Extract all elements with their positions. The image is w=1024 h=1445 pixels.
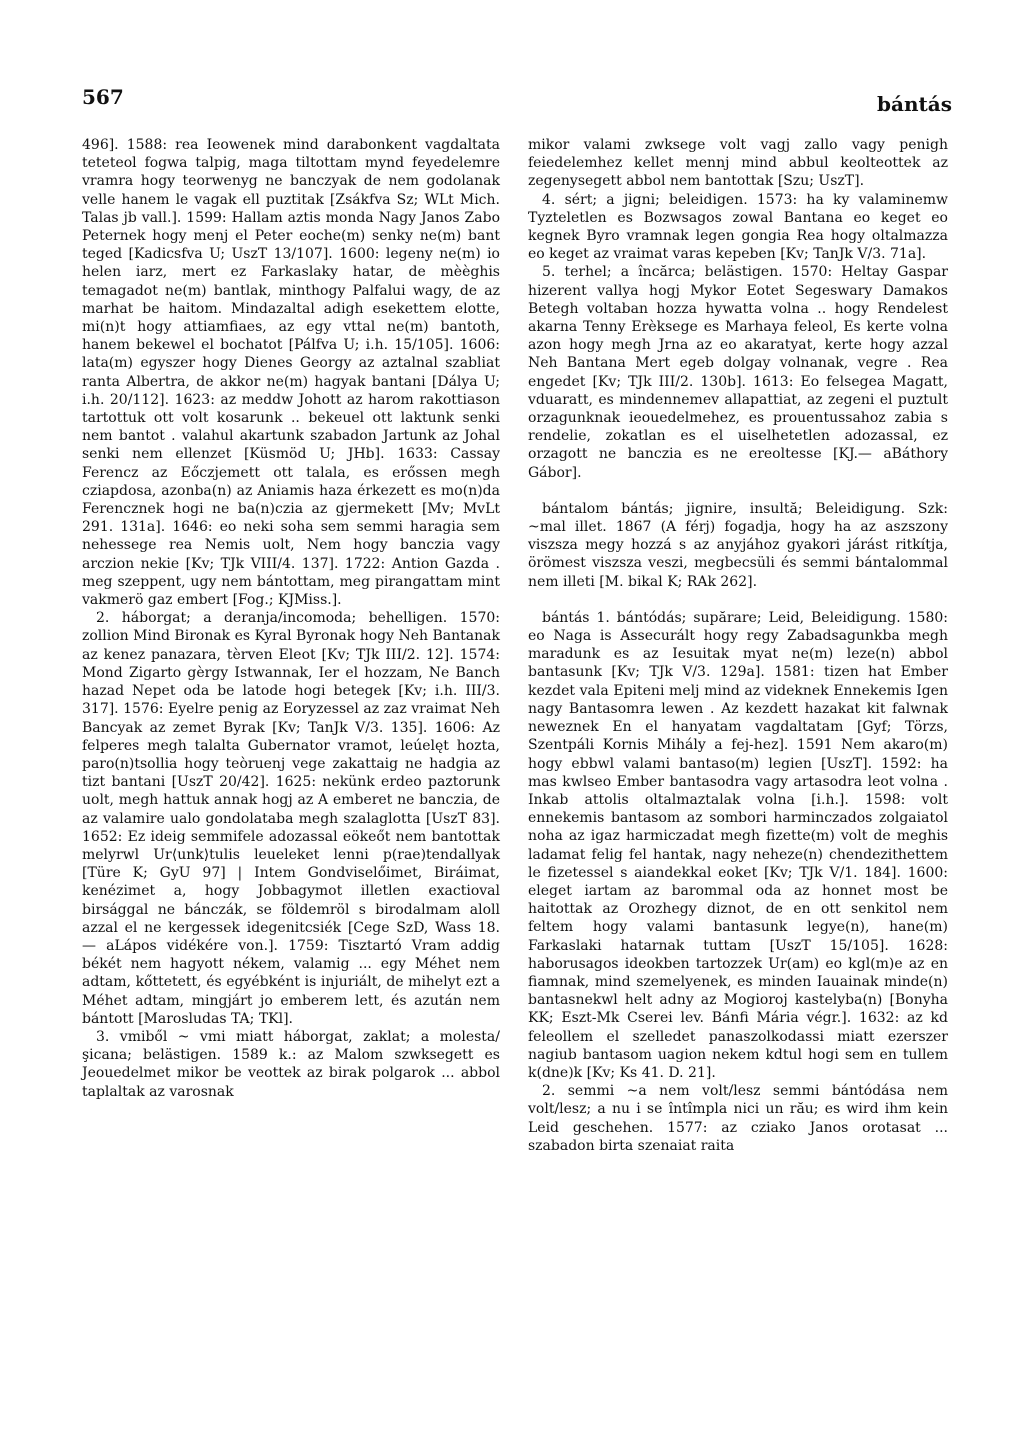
left-paragraph-1: 496]. 1588: rea Ieowenek mind darabonkent vagdaltata teteteol fogwa talpig, maga tiltottam mynd feyedelemre vramra hogy teorwenyg ne banczyak de nem godolanak velle hanem le vagak ell puztitak [Zsákfva Sz; WLt Mich. Talas jb vall.]. 1599: Hallam aztis monda Nagy Janos Zabo Peternek hogy menj el Peter eoche(m) senky ne(m) bant teged [Kadicsfva U; UszT 13/107]. 1600: legeny ne(m) io helen iarz, mert ez Farkaslaky hatar, de mèèghis temagadot ne(m) bantlak, minthogy Palfalui wagy, de az marhat be haitom. Mindazaltal adigh esekettem elotte, mi(n)t hogy attiamfiaes, az egy vttal ne(m) bantoth, hanem bekewel el bochatot [Pálfva U; i.h. 15/105]. 1606: lata(m) egyszer hogy Dienes Georgy az aztalnal szabliat ranta Albertra, de akkor ne(m) hagyak bantani [Dálya U; i.h. 20/112]. 1623: az meddw Johott az harom rakottiason tartottuk ott volt kosarunk .. bekeuel ott laktunk senki nem bantot . valahul akartunk szabadon Jartunk az Johal senki nem ellenzet [Küsmöd U; JHb]. 1633: Cassay Ferencz az Eőczjemett ott talala, es erőssen megh cziapdosa, azonba(n) az Aniamis haza érkezett es mo(n)da Ferencznek hogi ne ba(n)czia az gjermekett [Mv; MvLt 291. 131a]. 1646: eo neki soha sem semmi haragia sem nehessege rea Nemis uolt, Nem hogy banczia vagy arczion nekie [Kv; TJk VIII/4. 137]. 1722: Antion Gazda . meg szeppent, ugy nem bántottam, meg pirangattam mint vakmerö gaz embert [Fog.; KJMiss.].: [82, 137, 500, 609]
right-paragraph-1: mikor valami zwksege volt vagj zallo vagy penigh feiedelemhez kellet mennj mind abbul keolteottek az zegenysegett abbol nem bantottak [Szu; UszT].: [528, 137, 948, 190]
right-paragraph-6: 2. semmi ~a nem volt/lesz semmi bántódása nem volt/lesz; a nu i se întîmpla nici un rău; es wird ihm kein Leid geschehen. 1577: az cziako Janos orotasat ... szabadon birta szenaiat raita: [528, 1083, 948, 1154]
left-paragraph-3: 3. vmiből ~ vmi miatt háborgat, zaklat; a molesta/şicana; belästigen. 1589 k.: az Malom szwksegett es Jeouedelmet mikor be veottek az birak polgarok ... abbol taplaltak az varosnak: [82, 1028, 500, 1100]
entry-bantas: bántás 1. bántódás; supărare; Leid, Beleidigung. 1580: eo Naga is Assecurált hogy regy Zabadsagunkba megh maradunk es az Iesuitak myat ne(m) leze(n) abbol bantasunk [Kv; TJk V/3. 129a]. 1581: tizen hat Ember kezdet vala Epiteni melj mind az videknek Ennekemis Igen nagy Bantasomra lewen . Az kezdett hazakat kit falwnak neweznek En el hanyatam vagdaltatam [Gyf; Törzs, Szentpáli Kornis Mihály a fej-hez]. 1591 Nem akaro(m) hogy ebbwl valami bantaso(m) legien [UszT]. 1592: ha mas kwlseo Ember bantasodra vagy artasodra leot volna . Inkab attolis oltalmaztalak volna [i.h.]. 1598: volt ennekemis bantasom az sombori harminczados zolgaiatol noha az igaz harmiczadat megh fizette(m) volt de meghis ladamat felig fel hantak, nagy neheze(n) chendezithettem le fizetessel s aiandekkal eoket [Kv; TJk V/1. 184]. 1600: eleget iartam az barommal oda az honnet most be haitottak az Orozhegy diznot, de en ott senkitol nem feltem hogy valami bantasunk legye(n), hane(m) Farkaslaki hatarnak tuttam [UszT 15/105]. 1628: haborusagos ideokben tartozzek Ur(am) eo kgl(m)e az en fiamnak, mind szemelyenek, es minden Iauainak minde(n) bantasnekwl helt adny az Mogioroj kastelyba(n) [Bonyha KK; Eszt-Mk Cserei lev. Bánfi Mária végr.]. 1632: az kd feleollem el szelledet panaszolkodassi miatt ezerszer nagiub bantasom uagion nekem kdtul hogi sem en tullem k(dne)k [Kv; Ks 41. D. 21].: [528, 609, 948, 1081]
running-headword: bántás: [877, 92, 952, 116]
right-paragraph-3: 5. terhel; a încărca; belästigen. 1570: Heltay Gaspar hizerent vallya hogj Mykor Eotet Segeswary Damakos Betegh voltaban hozza hywatta volna .. hogy Rendelest akarna Tenny Erèksege es Marhaya feleol, Es kerte volna azon hogy megh Jrna az eo akaratyat, kerte hogy azzal Neh Bantana Mert egeb dolgay volnanak, vegre . Rea engedet [Kv; TJk III/2. 130b]. 1613: Eo felsegea Magatt, vduaratt, es mindennemev allapattiat, az zegeni el puztult orzagunknak ieouedelmehez, es prouentussahoz zabia s rendelie, zokatlan es el uiselhetetlen adozassal, ez orzagott ne banczia es ne ereoltesse [KJ.— aBáthory Gábor].: [528, 264, 948, 481]
right-paragraph-2: 4. sért; a jigni; beleidigen. 1573: ha ky valaminemw Tyzteletlen es Bozwsagos zowal Bantana eo keget eo kegnek Byro vramnak legen gongia Rea hogy oltalmazza eo keget az vraimat varas kepeben [Kv; TanJk V/3. 71a].: [528, 191, 948, 263]
left-column: [82, 136, 500, 1101]
right-column: [528, 136, 948, 1155]
left-paragraph-2: 2. háborgat; a deranja/incomoda; behelligen. 1570: zollion Mind Bironak es Kyral Byronak hogy Neh Bantanak az kenez panazara, tèrven Eleot [Kv; TJk III/2. 12]. 1574: Mond Zigarto gèrgy Istwannak, Ier el hozzam, Ne Banch hazad Nepet oda be latode hogi betegek [Kv; i.h. III/3. 317]. 1576: Eyelre penig az Eoryzessel az zaz vraimat Neh Bancyak az zemet Byrak [Kv; TanJk V/3. 135]. 1606: Az felperes megh talalta Gubernator vramot, leúelęt hozta, paro(n)tsollia hogy teòruenj vege zakattaig ne hadgia az tizt bantani [UszT 20/42]. 1625: nekünk erdeo paztorunk uolt, megh hattuk annak hogj az A emberet ne banczia, de az valamire ualo gondolataba megh szalaglotta [UszT 83]. 1652: Ez ideig semmifele adozassal eökeőt nem bantottak melyrwl Ur⟨unk⟩tulis leueleket lenni p(rae)tendallyak [Türe K; GyU 97] | Intem Gondviselőimet, Biráimat, kenézimet a, hogy Jobbagymot illetlen exactioval birsággal ne bánczák, se földemröl s birodalmam aloll azzal el ne kergessek idegenitcsiék [Cege SzD, Wass 18. — aLápos vidékére von.]. 1759: Tisztartó Vram addig békét nem hagyott nékem, valamig ... egy Méhet nem adtam, kőttetett, és egyébként is injuriált, de mihelyt ezt a Méhet adtam, mingjárt jo emberem lett, és azután nem bántott [Marosludas TA; TKl].: [82, 610, 500, 1027]
page-number: 567: [82, 85, 124, 109]
entry-bantalom: bántalom bántás; jignire, insultă; Beleidigung. Szk: ~mal illet. 1867 (A férj) fogadja, hogy ha az aszszony viszsza megy hozzá s az anyjához gyakori járást ritkítja, örömest viszsza veszi, megbecsüli és semmi bántalommal nem illeti [M. bikal K; RAk 262].: [528, 500, 948, 590]
